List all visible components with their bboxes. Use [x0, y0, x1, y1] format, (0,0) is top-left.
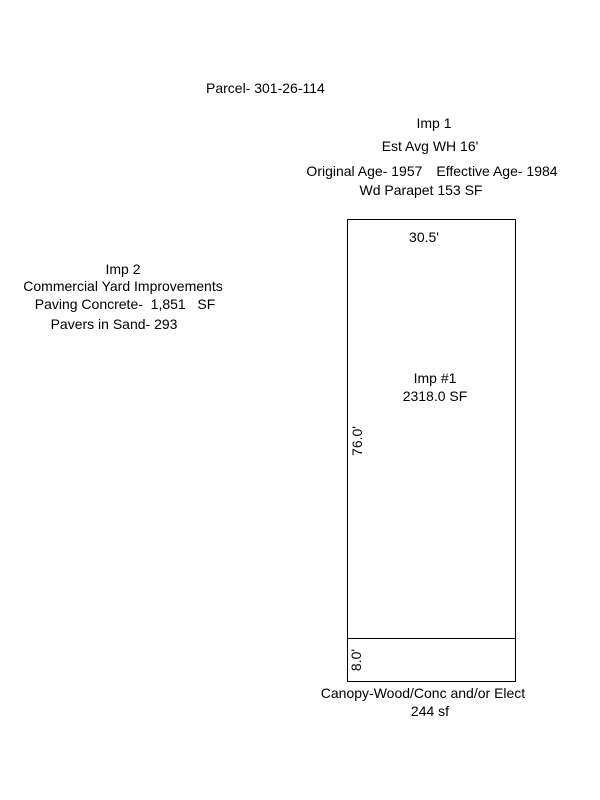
canopy-depth-dimension: 8.0'	[348, 648, 364, 672]
imp1-title: Imp 1	[416, 115, 452, 131]
imp1-wall-height: Est Avg WH 16'	[381, 138, 479, 154]
imp1-original-age: Original Age- 1957	[306, 163, 423, 179]
imp2-description: Commercial Yard Improvements	[23, 278, 223, 294]
parcel-number: Parcel- 301-26-114	[206, 80, 325, 96]
canopy-area: 244 sf	[410, 703, 450, 719]
imp1-width-dimension: 30.5'	[409, 229, 439, 245]
imp1-length-dimension: 76.0'	[349, 426, 365, 456]
imp1-building-outline	[347, 219, 516, 639]
canopy-outline	[347, 638, 516, 682]
imp1-sketch-area: 2318.0 SF	[402, 388, 468, 404]
imp1-parapet: Wd Parapet 153 SF	[359, 182, 483, 198]
imp2-paving: Paving Concrete- 1,851 SF	[34, 296, 216, 312]
imp1-age-line	[306, 163, 557, 180]
imp2-pavers: Pavers in Sand- 293	[50, 316, 178, 332]
canopy-label: Canopy-Wood/Conc and/or Elect	[320, 685, 526, 701]
imp2-title: Imp 2	[105, 261, 141, 277]
imp1-effective-age: Effective Age- 1984	[436, 163, 558, 179]
imp1-sketch-label: Imp #1	[413, 370, 457, 386]
